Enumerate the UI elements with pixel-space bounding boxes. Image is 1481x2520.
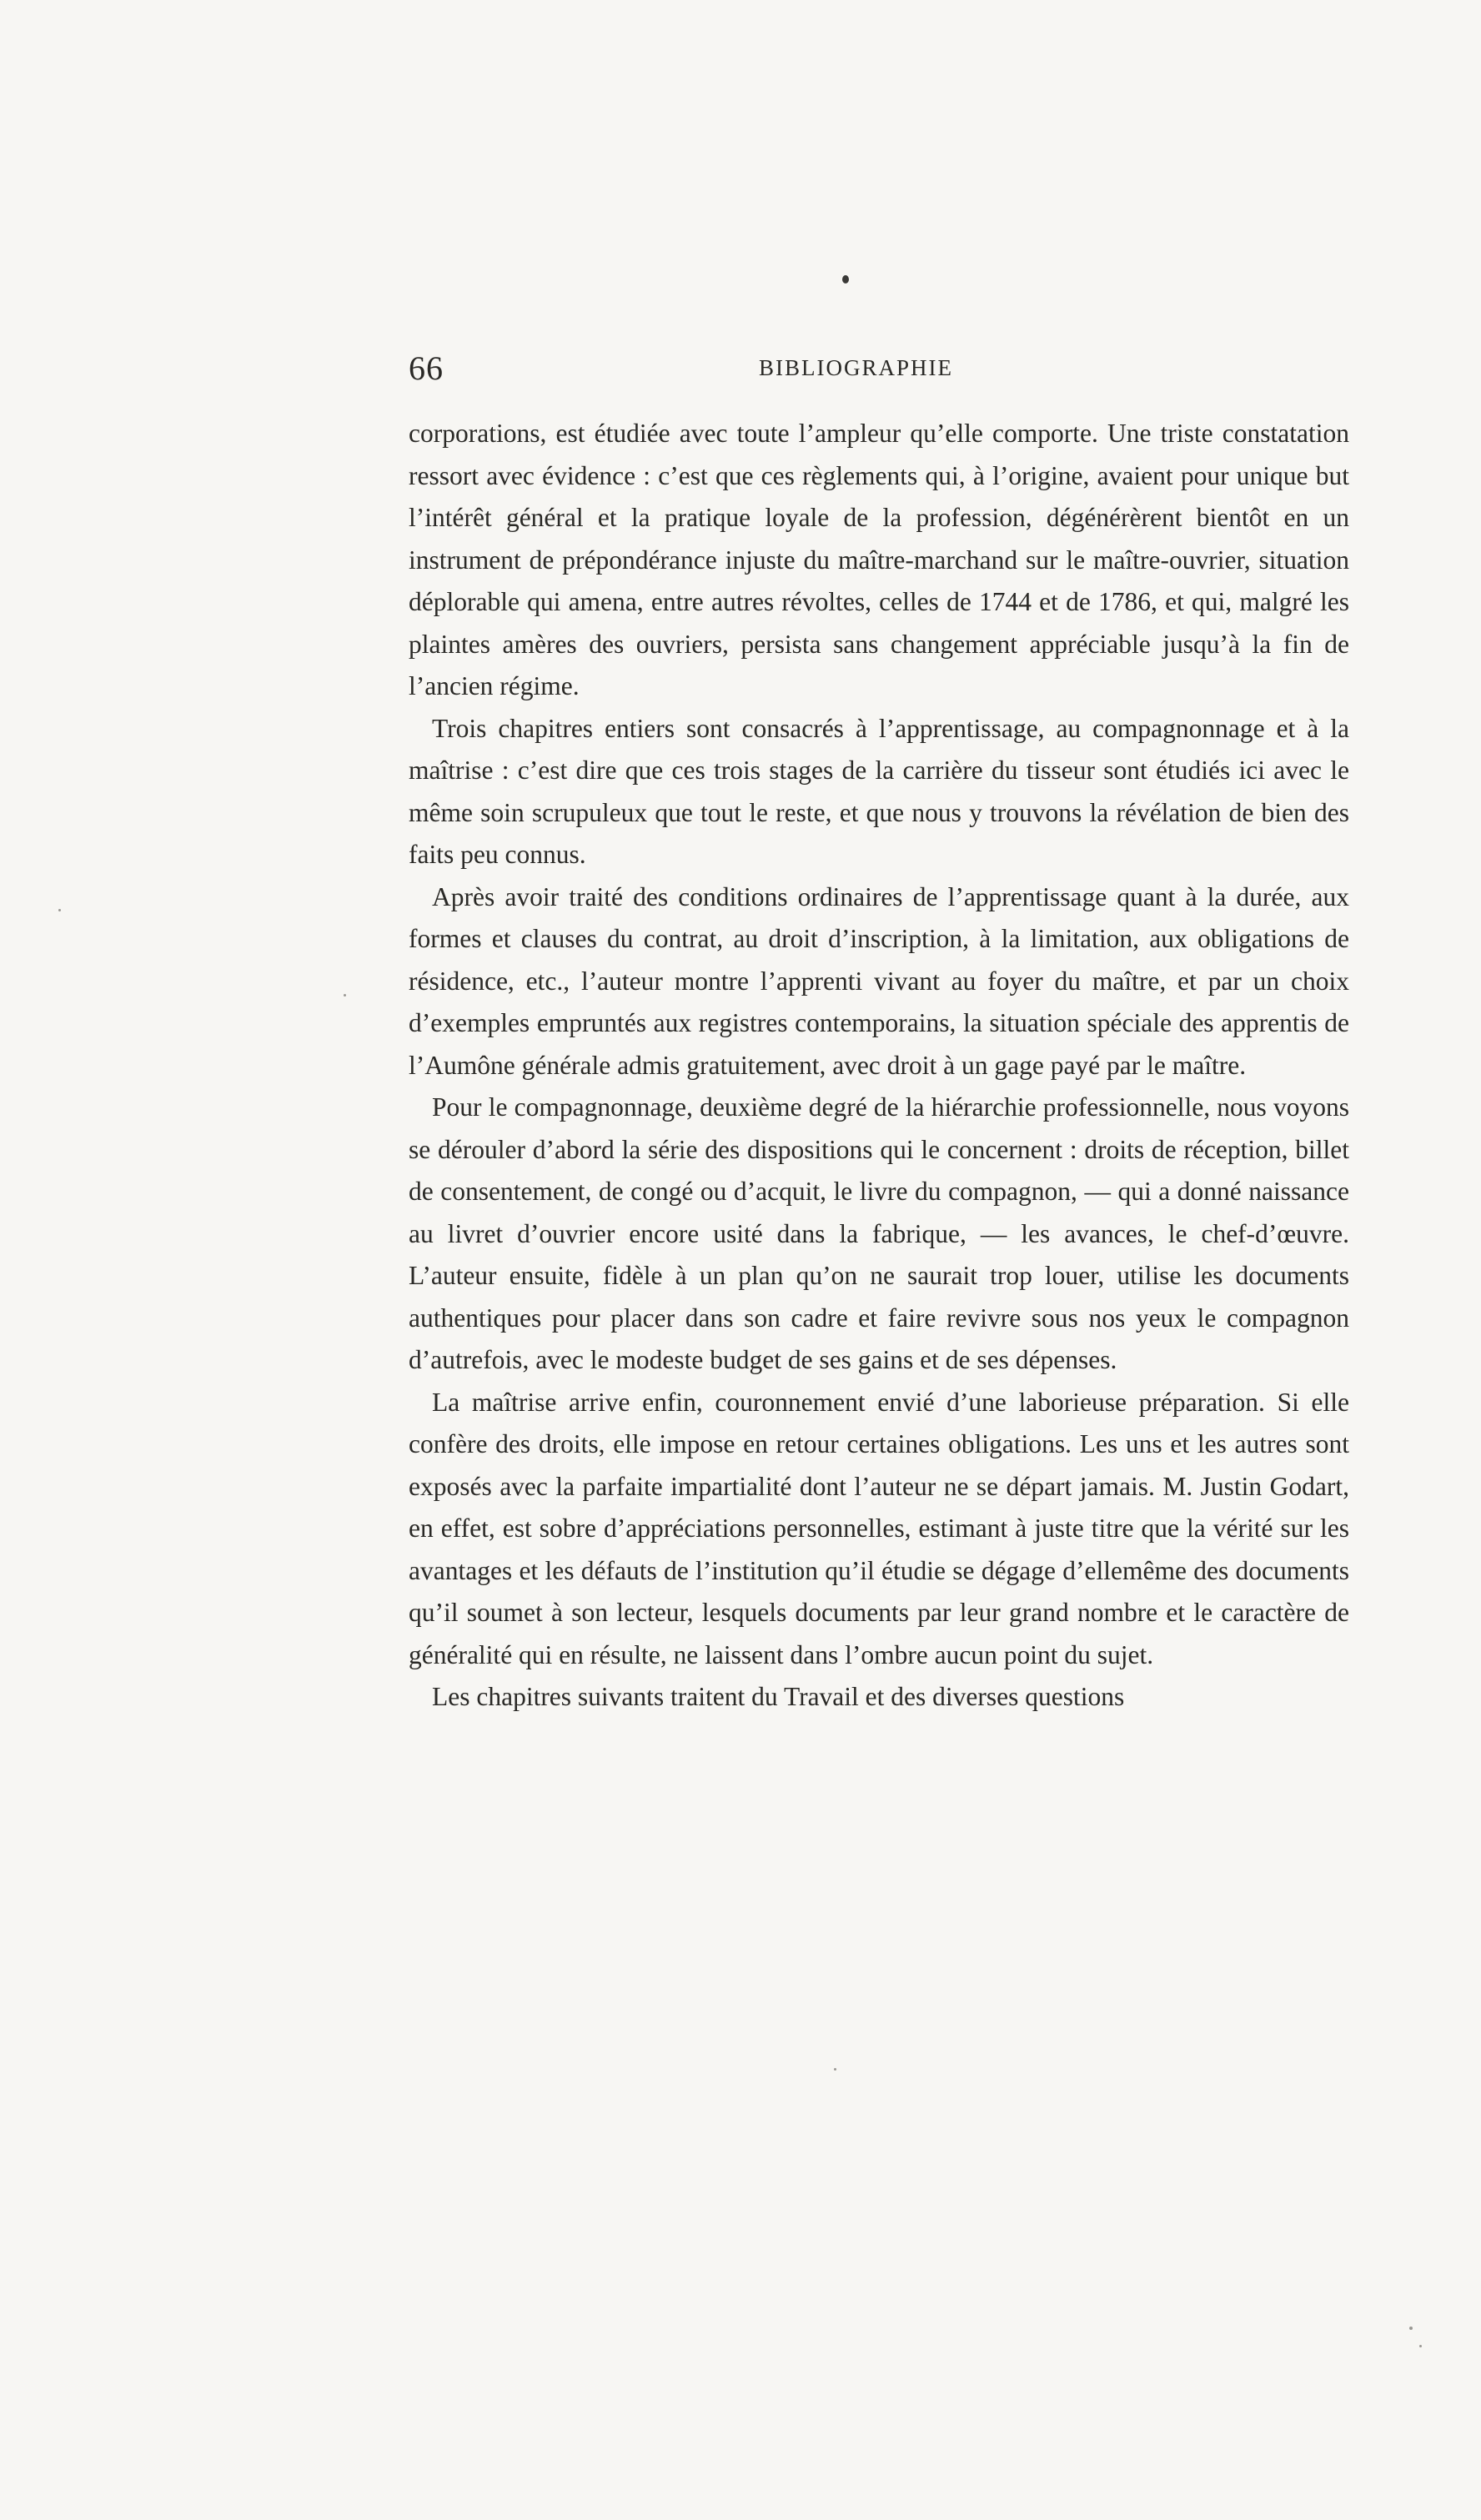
running-title: BIBLIOGRAPHIE [759,355,953,380]
paragraph-compagnonnage: Pour le compagnonnage, deuxième degré de la hiérarchie professionnelle, nous voyons se dérouler d’abord la série des dispositions qui le concernent : droits de réception, billet de consentement, de congé ou d’acquit, le livre du compagnon, — qui a donné naissance au livret d’ouvrier encore usité dans la fabrique, — les avances, le chef-d’œuvre. L’auteur ensuite, fidèle à un plan qu’on ne saurait trop louer, utilise les documents authentiques pour placer dans son cadre et faire revivre sous nos yeux le compagnon d’autrefois, avec le modeste budget de ses gains et de ses dépenses. [409,1092,1349,1374]
paragraph-apprenticeship: Après avoir traité des conditions ordinaires de l’apprentissage quant à la durée, aux formes et clauses du contrat, au droit d’inscription, à la limitation, aux obligations de résidence, etc., l’auteur montre l’apprenti vivant au foyer du maître, et par un choix d’exemples empruntés aux registres contemporains, la situation spéciale des apprentis de l’Aumône générale admis gratuitement, avec droit à un gage payé par le maître. [409,881,1349,1080]
scan-speck [344,994,346,996]
ink-dot [842,275,849,284]
body-text [409,413,1349,1719]
paragraph-maitrise: La maîtrise arrive enfin, couronnement envié d’une laborieuse préparation. Si elle confère des droits, elle impose en retour certaines obligations. Les uns et les autres sont exposés avec la parfaite impartialité dont l’auteur ne se départ jamais. M. Justin Godart, en effet, est sobre d’appréciations personnelles, estimant à juste titre que la vérité sur les avantages et les défauts de l’institution qu’il étudie se dégage d’ellemême des documents qu’il soumet à son lecteur, lesquels documents par leur grand nombre et le caractère de généralité qui en résulte, ne laissent dans l’ombre aucun point du sujet. [409,1387,1349,1669]
paragraph-next-chapters: Les chapitres suivants traitent du Travail et des diverses questions [432,1682,1125,1711]
scan-speck [1419,2345,1422,2347]
scan-speck [1409,2327,1413,2330]
running-head [409,349,1384,399]
paragraph-continuation: corporations, est étudiée avec toute l’ampleur qu’elle comporte. Une triste constatation ressort avec évidence : c’est que ces règlements qui, à l’origine, avaient pour unique but l’intérêt général et la pratique loyale de la profession, dégénérèrent bientôt en un instrument de prépondérance injuste du maître-marchand sur le maître-ouvrier, situation déplorable qui amena, entre autres révoltes, celles de 1744 et de 1786, et qui, malgré les plaintes amères des ouvriers, persista sans changement appréciable jusqu’à la fin de l’ancien régime. [409,419,1349,700]
scan-speck [58,909,61,911]
paragraph-apprenticeship-intro: Trois chapitres entiers sont consacrés à l’apprentissage, au compagnonnage et à la maîtrise : c’est dire que ces trois stages de la carrière du tisseur sont étudiés ici avec le même soin scrupuleux que tout le reste, et que nous y trouvons la révélation de bien des faits peu connus. [409,713,1349,869]
page-number: 66 [409,349,444,387]
scan-speck [834,2068,836,2071]
